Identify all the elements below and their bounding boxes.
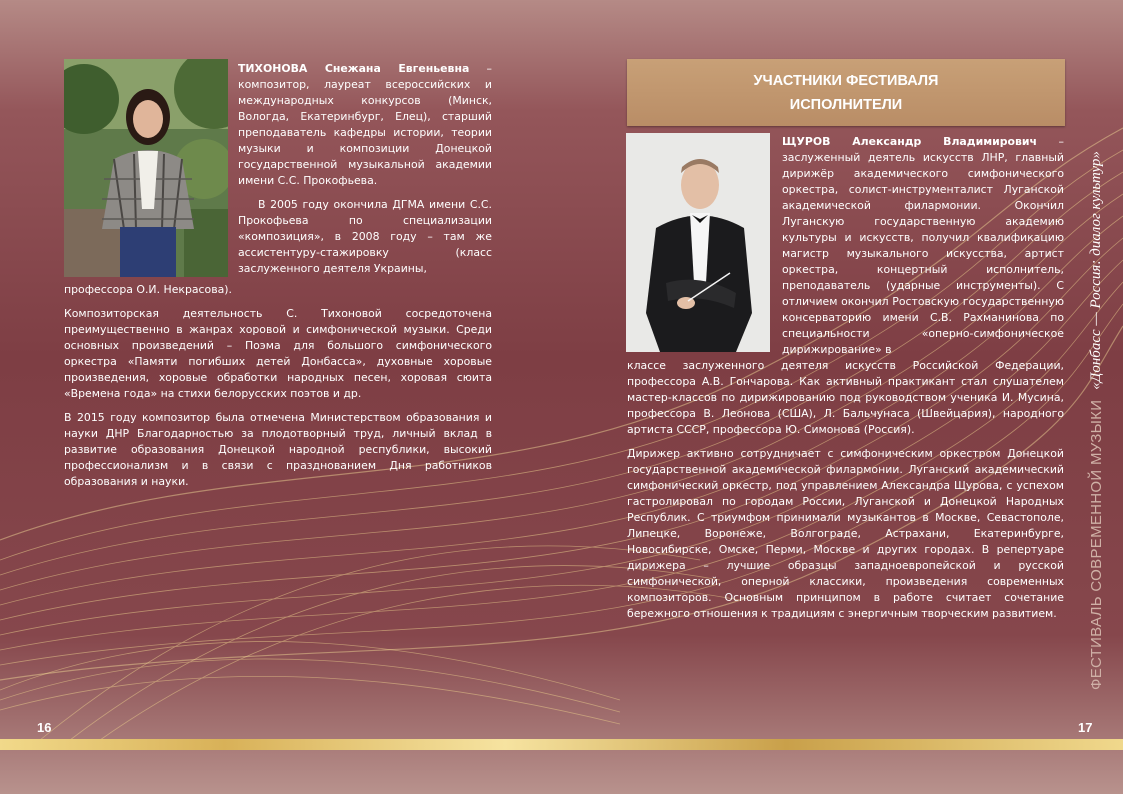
conductor-bio-wrap: [782, 134, 1064, 358]
conductor-bio-full: [627, 358, 1064, 630]
festival-title-italic: «Донбасс — Россия: диалог культур»: [1087, 151, 1104, 390]
composer-bio-wrap: [238, 61, 492, 277]
conductor-intro: – заслуженный деятель искусств ЛНР, главный дирижёр академического симфонического оркестра, солист-инструменталист Луганской академической филармонии. Окончил Луганскую государственную академию культуры и искусств, получил квалификацию магистр музыкального искусства, артист оркестра, концертный исполнитель, преподаватель (ударные инструменты). С отличием окончил Ростовскую государственную консерваторию имени С.В. Рахманинова по специальности «оперно-симфоническое дирижирование» в: [782, 135, 1064, 356]
festival-title-main: ФЕСТИВАЛЬ СОВРЕМЕННОЙ МУЗЫКИ: [1087, 399, 1105, 690]
composer-photo: [64, 59, 228, 277]
banner-subtitle: ИСПОЛНИТЕЛИ: [789, 96, 903, 113]
composer-name: ТИХОНОВА Снежана Евгеньевна: [238, 62, 470, 75]
gold-footer-band: [0, 739, 1123, 750]
conductor-name: ЩУРОВ Александр Владимирович: [782, 135, 1038, 148]
conductor-photo: [626, 133, 770, 352]
section-banner: [627, 59, 1065, 126]
composer-awards-paragraph: В 2015 году композитор была отмечена Министерством образования и науки ДНР Благодарностью за плодотворный труд, личный вклад в развитие образования Донецкой народной республики, высокий профессионализм и в связи с празднованием Дня работников образования и науки.: [64, 411, 492, 488]
banner-title: УЧАСТНИКИ ФЕСТИВАЛЯ: [753, 72, 939, 89]
page-number-left: 16: [37, 720, 52, 735]
composer-education-start: В 2005 году окончила ДГМА имени С.С. Прокофьева по специализации «композиция», в 2008 году – там же ассистентуру-стажировку (класс заслуженного деятеля Украины,: [238, 198, 492, 275]
composer-works-paragraph: Композиторская деятельность С. Тихоновой сосредоточена преимущественно в жанрах хоровой и симфонической музыки. Среди основных произведений – Поэма для большого симфонического оркестра «Памяти погибших детей Донбасса», духовные хоровые произведения, хоровые обработки народных песен, хоровая сюита «Времена года» на стихи белорусских поэтов и др.: [64, 307, 492, 400]
composer-education-end: профессора О.И. Некрасова).: [64, 283, 233, 296]
conductor-career-paragraph: Дирижер активно сотрудничает с симфоническим оркестром Донецкой государственной академической филармонии. Луганский академический симфонический оркестр, под управлением Александра Щурова, с успехом гастролировал по городам России, Луганской и Донецкой Народных Республик. С триумфом принимали музыкантов в Москве, Севастополе, Липецке, Воронеже, Волгограде, Астрахани, Екатеринбурге, Новосибирске, Омске, Перми, Москве и других городах. В репертуаре дирижера – лучшие образцы западноевропейской и русской симфонической, оперной классики, произведения современных композиторов. Основным принципом в работе считает сочетание бережного отношения к традициям с энергичным творческим развитием.: [627, 447, 1064, 620]
vertical-festival-title: [1084, 70, 1108, 690]
page-number-right: 17: [1078, 720, 1093, 735]
composer-bio-full: [64, 282, 492, 498]
conductor-education-end: классе заслуженного деятеля искусств Российской Федерации, профессора А.В. Гончарова. Как активный практикант стал слушателем мастер-классов по дирижированию под руководством ученика И. Мусина, профессора В. Леонова (США), Л. Бальчунаса (Швейцария), народного артиста СССР, профессора Ю. Симонова (Россия).: [627, 359, 1064, 436]
composer-intro: – композитор, лауреат всероссийских и международных конкурсов (Минск, Вологда, Екатеринбург, Елец), старший преподаватель кафедры истории, теории музыки и композиции Донецкой государственной музыкальной академии имени С.С. Прокофьева.: [238, 62, 492, 187]
